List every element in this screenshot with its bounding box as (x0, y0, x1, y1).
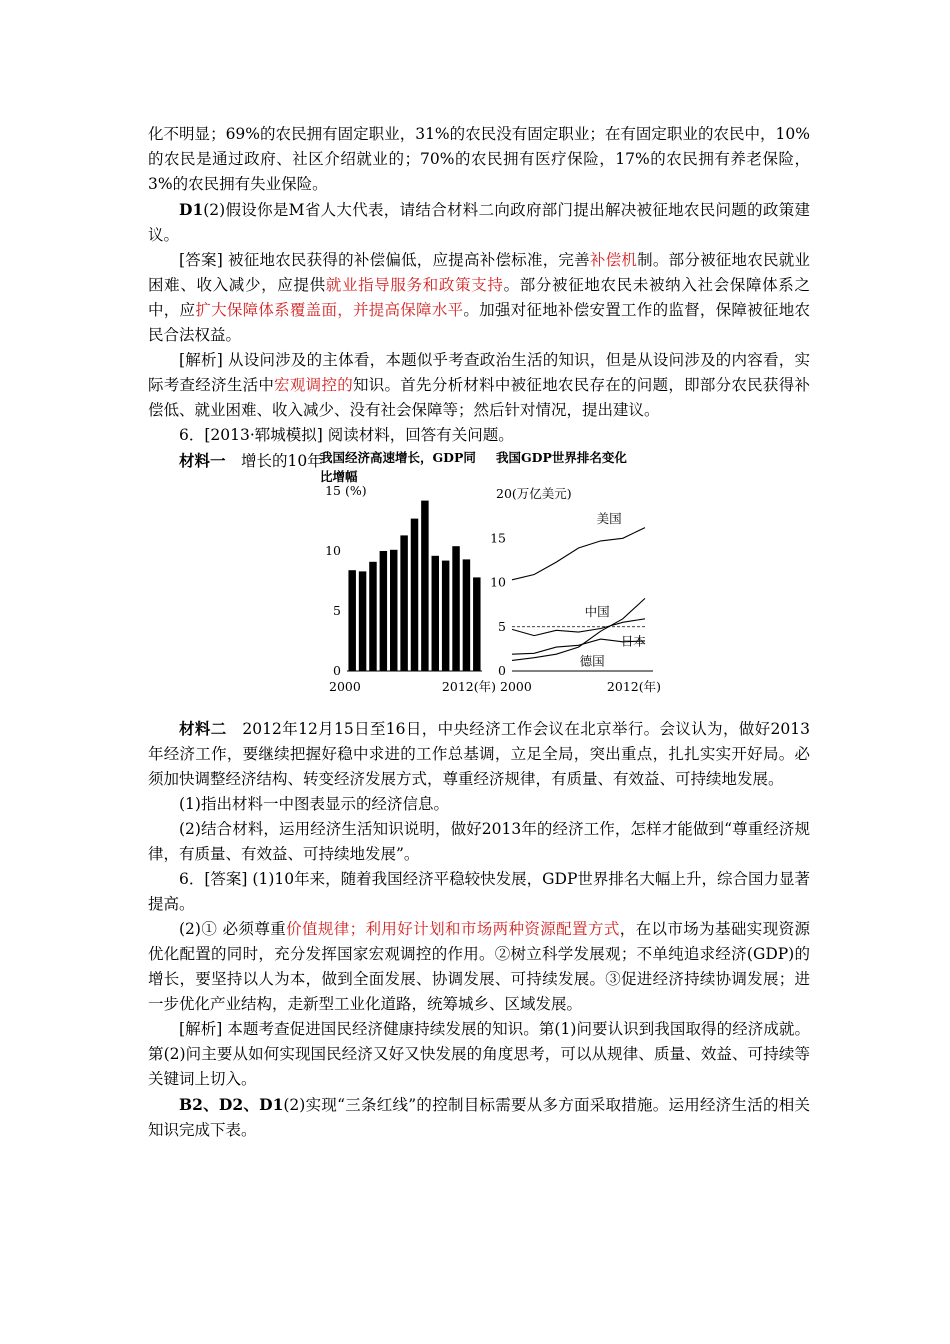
answer-text: 。加强对征地补偿安置工作的监督，保障被征地农民合法权益。 (148, 301, 810, 344)
bar (369, 562, 376, 671)
answer-highlight: 就业指导服务和政策支持 (325, 276, 504, 294)
bar-chart-title: 我国经济高速增长，GDP同比增幅 (320, 450, 476, 484)
bar (400, 535, 407, 671)
series-label: 德国 (579, 653, 605, 669)
question-d1 (148, 197, 810, 248)
line-y-tick-label: 10 (490, 574, 506, 590)
answer-text: 。部分被征地农民未被纳入社会保障体系之中，应 (148, 276, 810, 319)
document-body (148, 122, 810, 1143)
answer-6-1 (148, 867, 810, 917)
bar (348, 570, 355, 671)
bar (380, 551, 387, 671)
material-2 (148, 716, 810, 792)
answer-highlight: 价值规律；利用好计划和市场两种资源配置方式 (286, 920, 620, 938)
material-label: 材料一 (179, 451, 226, 470)
answer-tag: [答案] (179, 251, 223, 269)
material-label: 材料二 (179, 719, 227, 738)
analysis-text: 从设问涉及的主体看，本题似乎考查政治生活的知识，但是从设问涉及的内容看，实际考查经济生活中 (148, 351, 810, 394)
series-label: 日本 (620, 633, 646, 649)
question-code: B2、D2、D1 (179, 1095, 284, 1114)
paragraph-stats: 化不明显；69%的农民拥有固定职业，31%的农民没有固定职业；在有固定职业的农民中，10%的农民是通过政府、社区介绍就业的；70%的农民拥有医疗保险，17%的农民拥有养老保险，3%的农民拥有失业保险。 (148, 125, 810, 193)
answer-text: (1)10年来，随着我国经济平稳较快发展，GDP世界排名大幅上升，综合国力显著提高。 (148, 870, 810, 913)
series-line (512, 598, 645, 660)
bar-y-tick-label: 5 (333, 603, 341, 618)
line-y-tick-label: 15 (490, 530, 506, 546)
bar (452, 546, 459, 671)
bar (390, 550, 397, 671)
line-x-tick-label: 2000 (500, 679, 532, 694)
bar (463, 559, 470, 671)
analysis-text: 本题考查促进国民经济健康持续发展的知识。第(1)问要认识到我国取得的经济成就。第(2)问主要从如何实现国民经济又好又快发展的角度思考，可以从规律、质量、效益、可持续等关键词上切入。 (148, 1020, 810, 1088)
line-chart-title: 我国GDP世界排名变化 (496, 450, 627, 465)
answer-1 (148, 248, 810, 348)
question-code: D1 (179, 200, 204, 219)
analysis-tag: [解析] (179, 351, 223, 369)
question-6-2: (2)结合材料，运用经济生活知识说明，做好2013年的经济工作，怎样才能做到“尊重经济规律，有质量、有效益、可持续地发展”。 (148, 820, 810, 863)
line-y-unit-label: 20(万亿美元) (496, 486, 572, 501)
analysis-text: 知识。首先分析材料中被征地农民存在的问题，即部分农民获得补偿低、就业困难、收入减少、没有社会保障等；然后针对情况，提出建议。 (148, 376, 810, 419)
question-6-1: (1)指出材料一中图表显示的经济信息。 (179, 795, 449, 813)
bar (411, 519, 418, 671)
bar-y-tick-label: 15 (325, 483, 341, 498)
analysis-6 (148, 1017, 810, 1092)
material-1-figure (148, 448, 810, 710)
series-label: 美国 (596, 511, 622, 527)
bar-y-tick-label: 10 (325, 543, 341, 558)
question-text: (2)实现“三条红线”的控制目标需要从多方面采取措施。运用经济生活的相关知识完成下表。 (148, 1096, 810, 1139)
bar-y-unit-label: (%) (345, 483, 367, 498)
bar-x-tick-label: 2012(年) (441, 679, 496, 694)
analysis-1 (148, 348, 810, 423)
answer-text: ，在以市场为基础实现资源优化配置的同时，充分发挥国家宏观调控的作用。②树立科学发展观；不单纯追求经济(GDP)的增长，要坚持以人为本，做到全面发展、协调发展、可持续发展。③促进经济持续协调发展；进一步优化产业结构，走新型工业化道路，统筹城乡、区域发展。 (148, 920, 810, 1013)
question-6: 6．[2013·郓城模拟] 阅读材料，回答有关问题。 (179, 426, 514, 444)
bar (432, 556, 439, 671)
material-2-text: 2012年12月15日至16日，中央经济工作会议在北京举行。会议认为，做好2013年经济工作，要继续把握好稳中求进的工作总基调，立足全局，突出重点，扎扎实实开好局。必须加快调整经济结构、转变经济发展方式，尊重经济规律，有质量、有效益、可持续地发展。 (148, 720, 810, 788)
bar (442, 561, 449, 671)
series-label: 中国 (584, 604, 610, 620)
analysis-highlight: 宏观调控的 (274, 376, 353, 394)
answer-highlight: 扩大保障体系覆盖面，并提高保障水平 (195, 301, 464, 319)
bar-chart (148, 448, 810, 710)
answer-highlight: 补偿机 (589, 251, 638, 269)
answer-number: 6． (179, 870, 205, 888)
question-last (148, 1092, 810, 1143)
answer-text: 制。部分被征地农民就业困难、收入减少，应提供 (148, 251, 810, 294)
bar-x-tick-label: 2000 (329, 679, 361, 694)
answer-tag: [答案] (204, 870, 248, 888)
material-title: 增长的10年 (241, 452, 323, 470)
line-y-tick-label: 5 (498, 618, 506, 634)
analysis-tag: [解析] (179, 1020, 223, 1038)
line-x-tick-label: 2012(年) (606, 679, 661, 694)
series-line (512, 528, 645, 580)
answer-text: 被征地农民获得的补偿偏低，应提高补偿标准，完善 (227, 251, 590, 269)
line-y-tick-label: 0 (498, 663, 506, 678)
question-text: (2)假设你是M省人大代表，请结合材料二向政府部门提出解决被征地农民问题的政策建议。 (148, 201, 810, 244)
bar-y-tick-label: 0 (333, 663, 341, 678)
answer-text: (2)① 必须尊重 (179, 920, 287, 938)
bar (473, 577, 480, 671)
bar (421, 501, 428, 671)
answer-6-2 (148, 917, 810, 1017)
bar (359, 571, 366, 671)
